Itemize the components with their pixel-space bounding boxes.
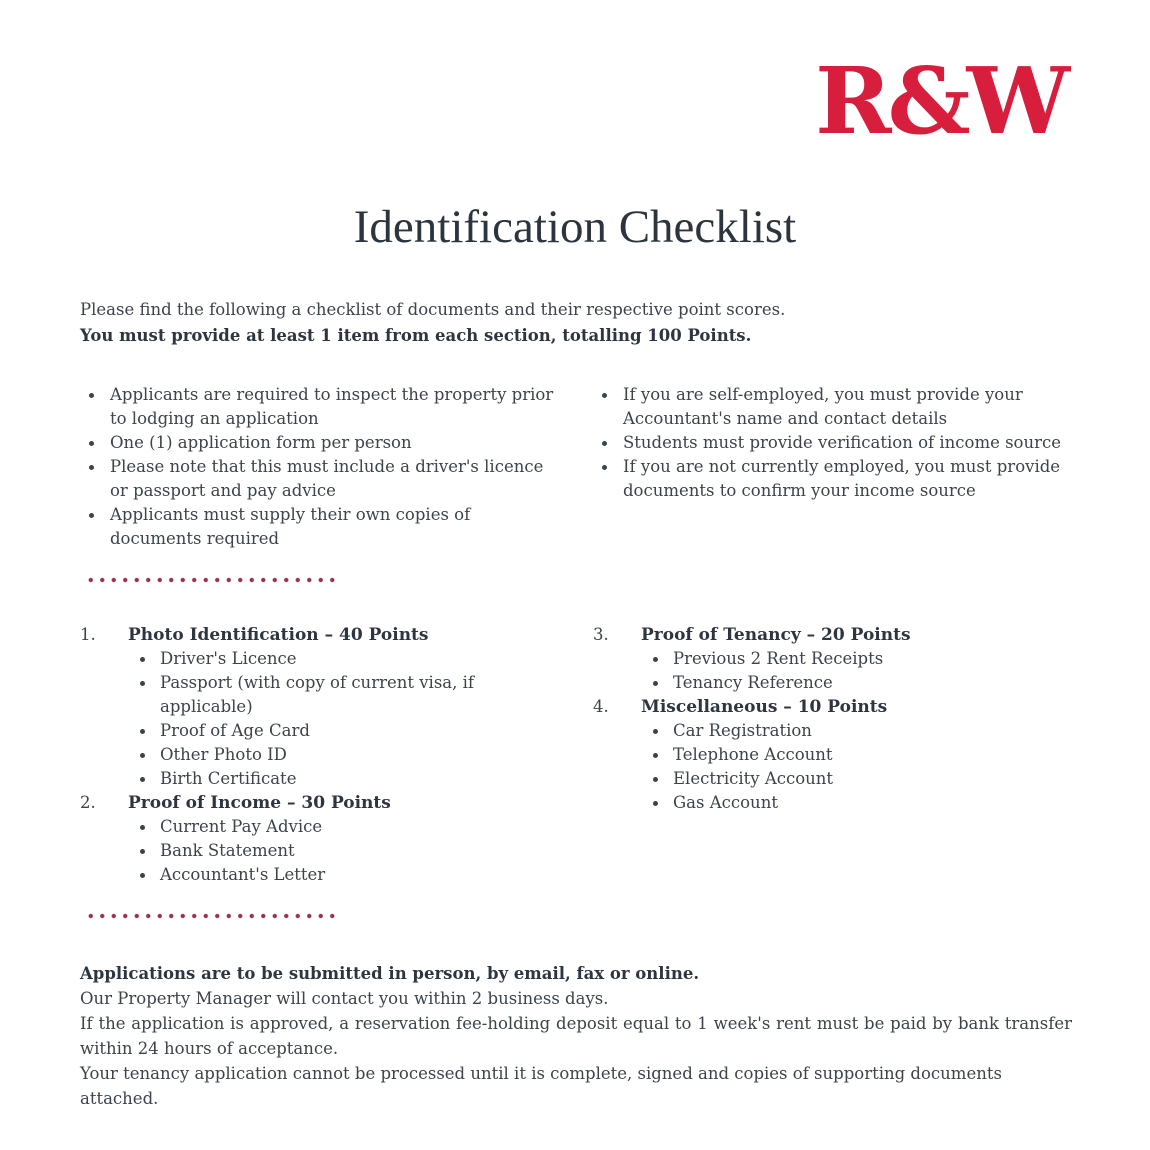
section-item: Other Photo ID: [138, 743, 557, 767]
section-item: Proof of Age Card: [138, 719, 557, 743]
section-item: Gas Account: [651, 791, 1070, 815]
bullet-item: Please note that this must include a driver's licence or passport and pay advice: [80, 455, 557, 503]
page-title: Identification Checklist: [353, 201, 797, 253]
section-item: Bank Statement: [138, 839, 557, 863]
bullet-item: If you are self-employed, you must provide your Accountant's name and contact details: [593, 383, 1070, 431]
section-number: 1.: [80, 624, 96, 644]
brand-logo: R&W: [815, 47, 1066, 155]
section-heading-row: [80, 791, 557, 815]
dotted-divider: [85, 577, 338, 583]
section-item: Accountant's Letter: [138, 863, 557, 887]
footer-line: Our Property Manager will contact you within 2 business days.: [80, 988, 609, 1008]
section-title: Proof of Income – 30 Points: [128, 792, 391, 813]
section-title: Photo Identification – 40 Points: [128, 624, 429, 645]
section-number: 3.: [593, 624, 609, 644]
section-item: Passport (with copy of current visa, if applicable): [138, 671, 557, 719]
dotted-divider: [85, 913, 338, 919]
section-item: Tenancy Reference: [651, 671, 1070, 695]
section-item: Electricity Account: [651, 767, 1070, 791]
footer-line: If the application is approved, a reservation fee-holding deposit equal to 1 week's rent must be paid by bank transfer within 24 hours of acceptance.: [80, 1013, 1072, 1058]
bullet-item: One (1) application form per person: [80, 431, 557, 455]
section: [80, 623, 557, 791]
notes-right-list: [593, 383, 1070, 551]
section-items: [138, 815, 557, 887]
bullet-item: Applicants are required to inspect the property prior to lodging an application: [80, 383, 557, 431]
section-item: Birth Certificate: [138, 767, 557, 791]
footer-line: Your tenancy application cannot be processed until it is complete, signed and copies of supporting documents attached.: [80, 1063, 1002, 1108]
section-number: 4.: [593, 696, 609, 716]
intro-block: [80, 297, 1066, 349]
section-title: Proof of Tenancy – 20 Points: [641, 624, 911, 645]
section-items: [651, 647, 1070, 695]
section-item: Current Pay Advice: [138, 815, 557, 839]
section-item: Previous 2 Rent Receipts: [651, 647, 1070, 671]
section: [593, 623, 1070, 695]
general-notes: [0, 383, 1150, 551]
section-heading-row: [593, 695, 1070, 719]
section-number: 2.: [80, 792, 96, 812]
bullet-item: If you are not currently employed, you must provide documents to confirm your income source: [593, 455, 1070, 503]
intro-text: Please find the following a checklist of documents and their respective point scores.: [80, 299, 786, 319]
point-sections: [0, 623, 1150, 887]
section-items: [651, 719, 1070, 815]
intro-requirement: You must provide at least 1 item from each section, totalling 100 Points.: [80, 325, 752, 345]
footer: [80, 961, 1072, 1111]
footer-line: Applications are to be submitted in person, by email, fax or online.: [80, 963, 700, 983]
section-title: Miscellaneous – 10 Points: [641, 696, 888, 717]
bullet-item: Students must provide verification of income source: [593, 431, 1070, 455]
sections-left-column: [80, 623, 557, 887]
section: [80, 791, 557, 887]
section-item: Telephone Account: [651, 743, 1070, 767]
section-items: [138, 647, 557, 791]
section: [593, 695, 1070, 815]
bullet-item: Applicants must supply their own copies of documents required: [80, 503, 557, 551]
sections-right-column: [593, 623, 1070, 887]
section-item: Driver's Licence: [138, 647, 557, 671]
section-item: Car Registration: [651, 719, 1070, 743]
section-heading-row: [593, 623, 1070, 647]
section-heading-row: [80, 623, 557, 647]
notes-left-list: [80, 383, 557, 551]
